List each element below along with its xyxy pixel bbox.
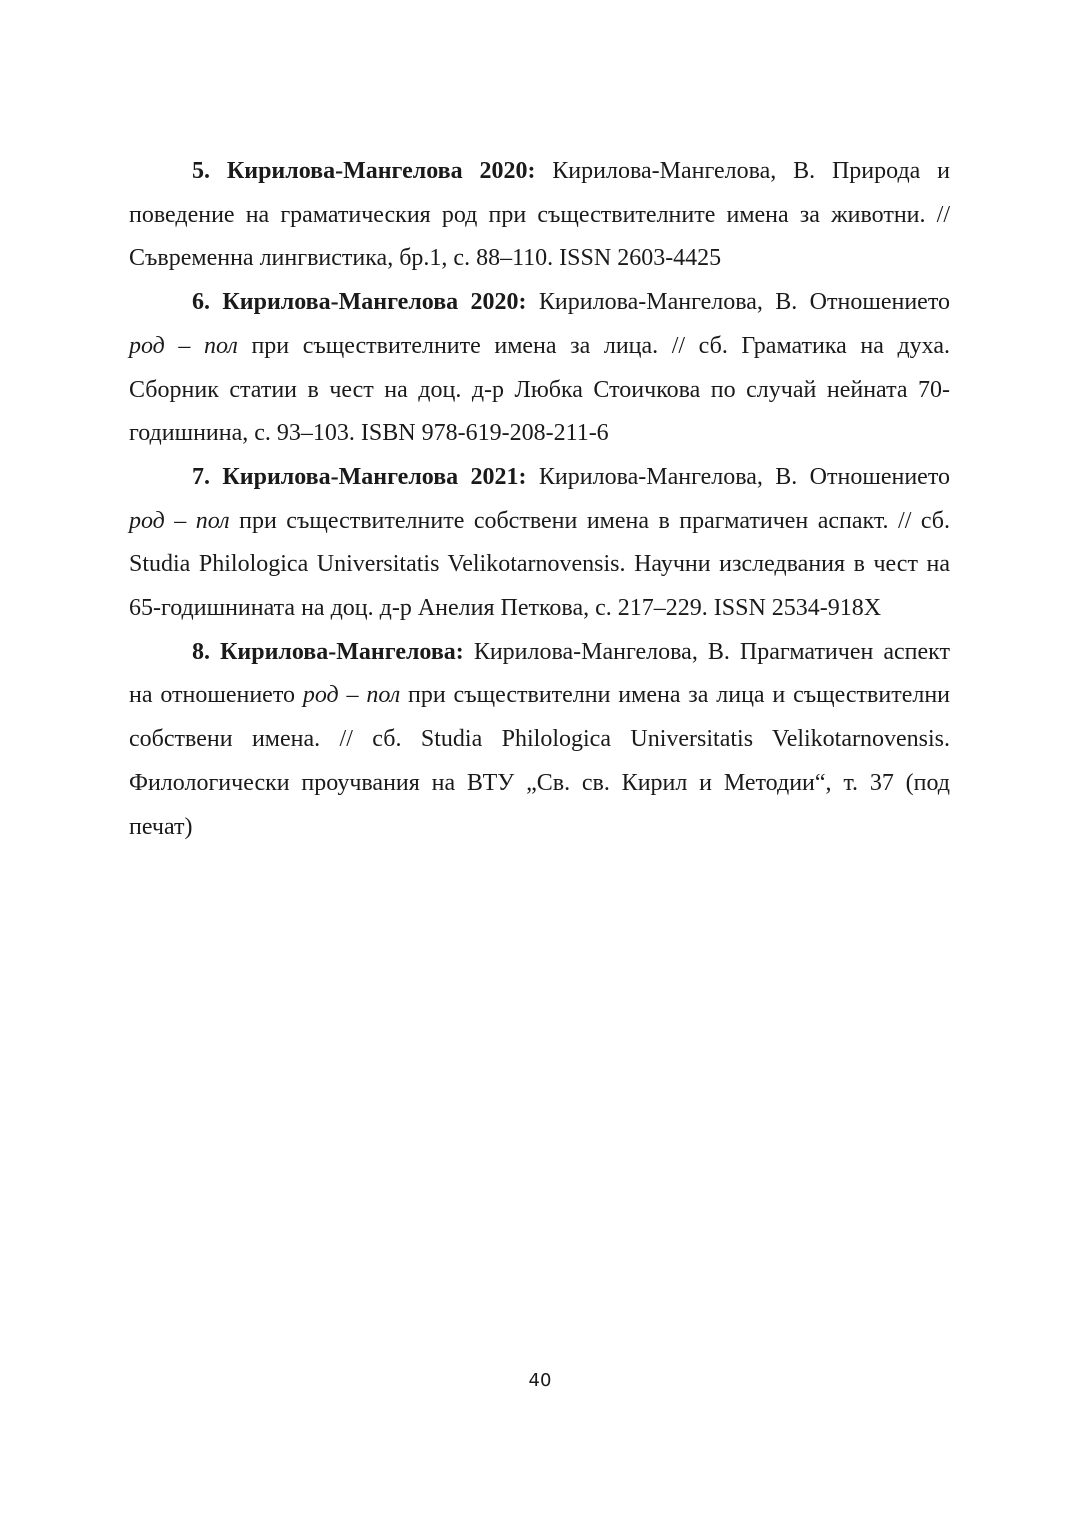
reference-text: при съществителни имена за лица и съществителни собствени имена. // сб. Studia Philologica Universitatis Velikotarnovensis. Филологически проучвания на ВТУ „Св. св. Кирил и Методии“, т. 37 (под печат) bbox=[129, 682, 951, 840]
reference-term-italic: род bbox=[129, 507, 165, 534]
reference-text: при съществителните имена за лица. // сб. Граматика на духа. Сборник статии в чест на доц. д-р Любка Стоичкова по случай нейната 70-годишнина, с. 93–103. ISBN 978-619-208-211-6 bbox=[129, 332, 950, 447]
reference-key: 5. Кирилова-Мангелова 2020: bbox=[192, 158, 536, 184]
reference-list bbox=[129, 150, 950, 849]
reference-entry-6 bbox=[129, 281, 950, 456]
reference-term-italic: род bbox=[302, 682, 339, 709]
reference-term-italic: пол bbox=[204, 332, 238, 359]
reference-key: 8. Кирилова-Мангелова: bbox=[192, 638, 464, 665]
reference-entry-8 bbox=[129, 631, 950, 850]
reference-entry-7 bbox=[129, 456, 950, 631]
page-number: 40 bbox=[528, 1370, 552, 1391]
reference-text: Кирилова-Мангелова, В. Природа и поведение на граматическия род при съществителните имена за животни. // Съвременна лингвистика, бр.1, с. 88–110. ISSN 2603-4425 bbox=[129, 158, 950, 272]
reference-term-italic: пол bbox=[366, 682, 401, 709]
reference-text: Кирилова-Мангелова, В. Отношението bbox=[526, 289, 950, 316]
reference-text: при съществителните собствени имена в прагматичен аспакт. // сб. Studia Philologica Universitatis Velikotarnovensis. Научни изследвания в чест на 65-годишнината на доц. д-р Анелия Петкова, с. 217–229. ISSN 2534-918X bbox=[129, 507, 950, 622]
reference-text: – bbox=[338, 682, 367, 709]
reference-key: 6. Кирилова-Мангелова 2020: bbox=[192, 289, 527, 316]
reference-term-italic: род bbox=[129, 332, 165, 359]
reference-text: Кирилова-Мангелова, В. Отношението bbox=[526, 463, 950, 490]
reference-text: Кирилова-Мангелова, В. Прагматичен аспект на отношението bbox=[129, 638, 950, 709]
reference-text: – bbox=[164, 507, 196, 534]
reference-text: – bbox=[164, 332, 204, 359]
reference-term-italic: пол bbox=[195, 507, 230, 534]
reference-key: 7. Кирилова-Мангелова 2021: bbox=[192, 463, 527, 490]
reference-entry-5 bbox=[129, 150, 950, 281]
